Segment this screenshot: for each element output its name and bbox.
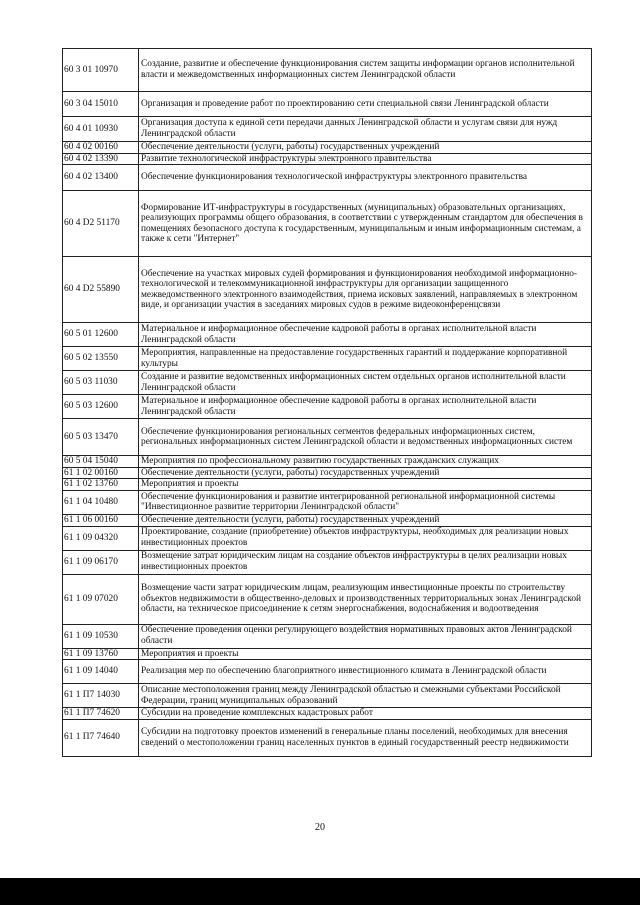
code-cell: 60 5 02 13550 [63,347,139,371]
description-cell: Мероприятия по профессиональному развитию государственных гражданских служащих [139,456,592,468]
description-cell: Обеспечение на участках мировых судей формирования и функционирования необходимой информационно-технологической и телекоммуникационной инфраструктуры для организации защищенного межведомственного электронного взаимодействия, приема исковых заявлений, направляемых в электронном виде, и организации участия в заседаниях мировых судов в режиме видеоконференцсвязи [139,257,592,323]
description-cell: Создание и развитие ведомственных информационных систем отдельных органов исполнительной власти Ленинградской области [139,371,592,395]
code-cell: 60 5 01 12600 [63,323,139,347]
code-cell: 60 4 02 13390 [63,153,139,165]
description-cell: Возмещение затрат юридическим лицам на создание объектов инфраструктуры в целях реализации новых инвестиционных проектов [139,550,592,574]
table-row [63,153,592,165]
table-row [63,92,592,117]
description-cell: Реализация мер по обеспечению благоприятного инвестиционного климата в Ленинградской области [139,660,592,684]
table-row [63,550,592,574]
table-row [63,191,592,257]
table-row [63,526,592,550]
code-cell: 60 4 01 10930 [63,117,139,142]
table-row [63,419,592,456]
code-cell: 60 4 D2 51170 [63,191,139,257]
code-cell: 60 3 04 15010 [63,92,139,117]
code-cell: 60 4 02 13400 [63,165,139,191]
code-cell: 60 5 03 11030 [63,371,139,395]
code-cell: 61 1 09 04320 [63,526,139,550]
table-row [63,347,592,371]
code-cell: 61 1 09 06170 [63,550,139,574]
description-cell: Субсидии на проведение комплексных кадастровых работ [139,708,592,720]
description-cell: Организация и проведение работ по проектированию сети специальной связи Ленинградской области [139,92,592,117]
description-cell: Развитие технологической инфраструктуры электронного правительства [139,153,592,165]
description-cell: Обеспечение деятельности (услуги, работы) государственных учреждений [139,142,592,154]
table-row [63,624,592,648]
code-cell: 60 5 03 13470 [63,419,139,456]
code-cell: 61 1 09 10530 [63,624,139,648]
code-cell: 61 1 П7 74620 [63,708,139,720]
description-cell: Мероприятия, направленные на предоставление государственных гарантий и поддержание корпоративной культуры [139,347,592,371]
description-cell: Материальное и информационное обеспечение кадровой работы в органах исполнительной власти Ленинградской области [139,395,592,419]
description-cell: Обеспечение проведения оценки регулирующего воздействия нормативных правовых актов Ленинградской области [139,624,592,648]
code-cell: 61 1 06 00160 [63,514,139,526]
code-cell: 60 4 02 00160 [63,142,139,154]
code-cell: 61 1 04 10480 [63,490,139,514]
description-cell: Проектирование, создание (приобретение) объектов инфраструктуры, необходимых для реализации новых инвестиционных проектов [139,526,592,550]
description-cell: Обеспечение деятельности (услуги, работы) государственных учреждений [139,467,592,479]
description-cell: Обеспечение деятельности (услуги, работы) государственных учреждений [139,514,592,526]
description-cell: Субсидии на подготовку проектов изменений в генеральные планы поселений, необходимых для внесения сведений о местоположении границ населенных пунктов в единый государственный реестр недвижимости [139,719,592,756]
code-cell: 61 1 П7 74640 [63,719,139,756]
code-cell: 61 1 09 13760 [63,648,139,660]
table-row [63,323,592,347]
code-cell: 61 1 02 13760 [63,479,139,491]
code-cell: 60 3 01 10970 [63,49,139,92]
description-cell: Материальное и информационное обеспечение кадровой работы в органах исполнительной власти Ленинградской области [139,323,592,347]
description-cell: Обеспечение функционирования технологической инфраструктуры электронного правительства [139,165,592,191]
description-cell: Описание местоположения границ между Ленинградской областью и смежными субъектами Российской Федерации, границ муниципальных образований [139,684,592,708]
table-row [63,165,592,191]
code-cell: 61 1 02 00160 [63,467,139,479]
page-number: 20 [315,822,325,833]
code-cell: 60 5 03 12600 [63,395,139,419]
table-row [63,456,592,468]
table-row [63,395,592,419]
table-row [63,648,592,660]
table-row [63,660,592,684]
description-cell: Создание, развитие и обеспечение функционирования систем защиты информации органов исполнительной власти и межведомственных информационных систем Ленинградской области [139,49,592,92]
table-row [63,684,592,708]
table-row [63,117,592,142]
table-row [63,574,592,624]
table-row [63,49,592,92]
code-cell: 61 1 09 07020 [63,574,139,624]
description-cell: Обеспечение функционирования региональных сегментов федеральных информационных систем, региональных информационных систем Ленинградской области и ведомственных информационных систем [139,419,592,456]
description-cell: Мероприятия и проекты [139,648,592,660]
table-row [63,467,592,479]
table-row [63,490,592,514]
description-cell: Организация доступа к единой сети передачи данных Ленинградской области и услугам связи для нужд Ленинградской области [139,117,592,142]
budget-classification-table [62,48,592,757]
table-row [63,371,592,395]
table-row [63,708,592,720]
description-cell: Мероприятия и проекты [139,479,592,491]
table-row [63,479,592,491]
table-row [63,257,592,323]
description-cell: Возмещение части затрат юридическим лицам, реализующим инвестиционные проекты по строительству объектов недвижимости в общественно-деловых и производственных территориальных зонах Ленинградской области, на техническое присоединение к сетям энергоснабжения, водоснабжения и водоотведения [139,574,592,624]
code-cell: 60 4 D2 55890 [63,257,139,323]
table-row [63,142,592,154]
code-cell: 61 1 09 14040 [63,660,139,684]
table-row [63,719,592,756]
code-cell: 61 1 П7 14030 [63,684,139,708]
description-cell: Обеспечение функционирования и развитие интегрированной региональной информационной системы "Инвестиционное развитие территории Ленинградской области" [139,490,592,514]
table-row [63,514,592,526]
scan-bottom-border [0,878,640,905]
code-cell: 60 5 04 15040 [63,456,139,468]
description-cell: Формирование ИТ-инфраструктуры в государственных (муниципальных) образовательных организациях, реализующих программы общего образования, в соответствии с утвержденным стандартом для обеспечения в помещениях безопасного доступа к государственным, муниципальным и иным информационным системам, а также к сети "Интернет" [139,191,592,257]
